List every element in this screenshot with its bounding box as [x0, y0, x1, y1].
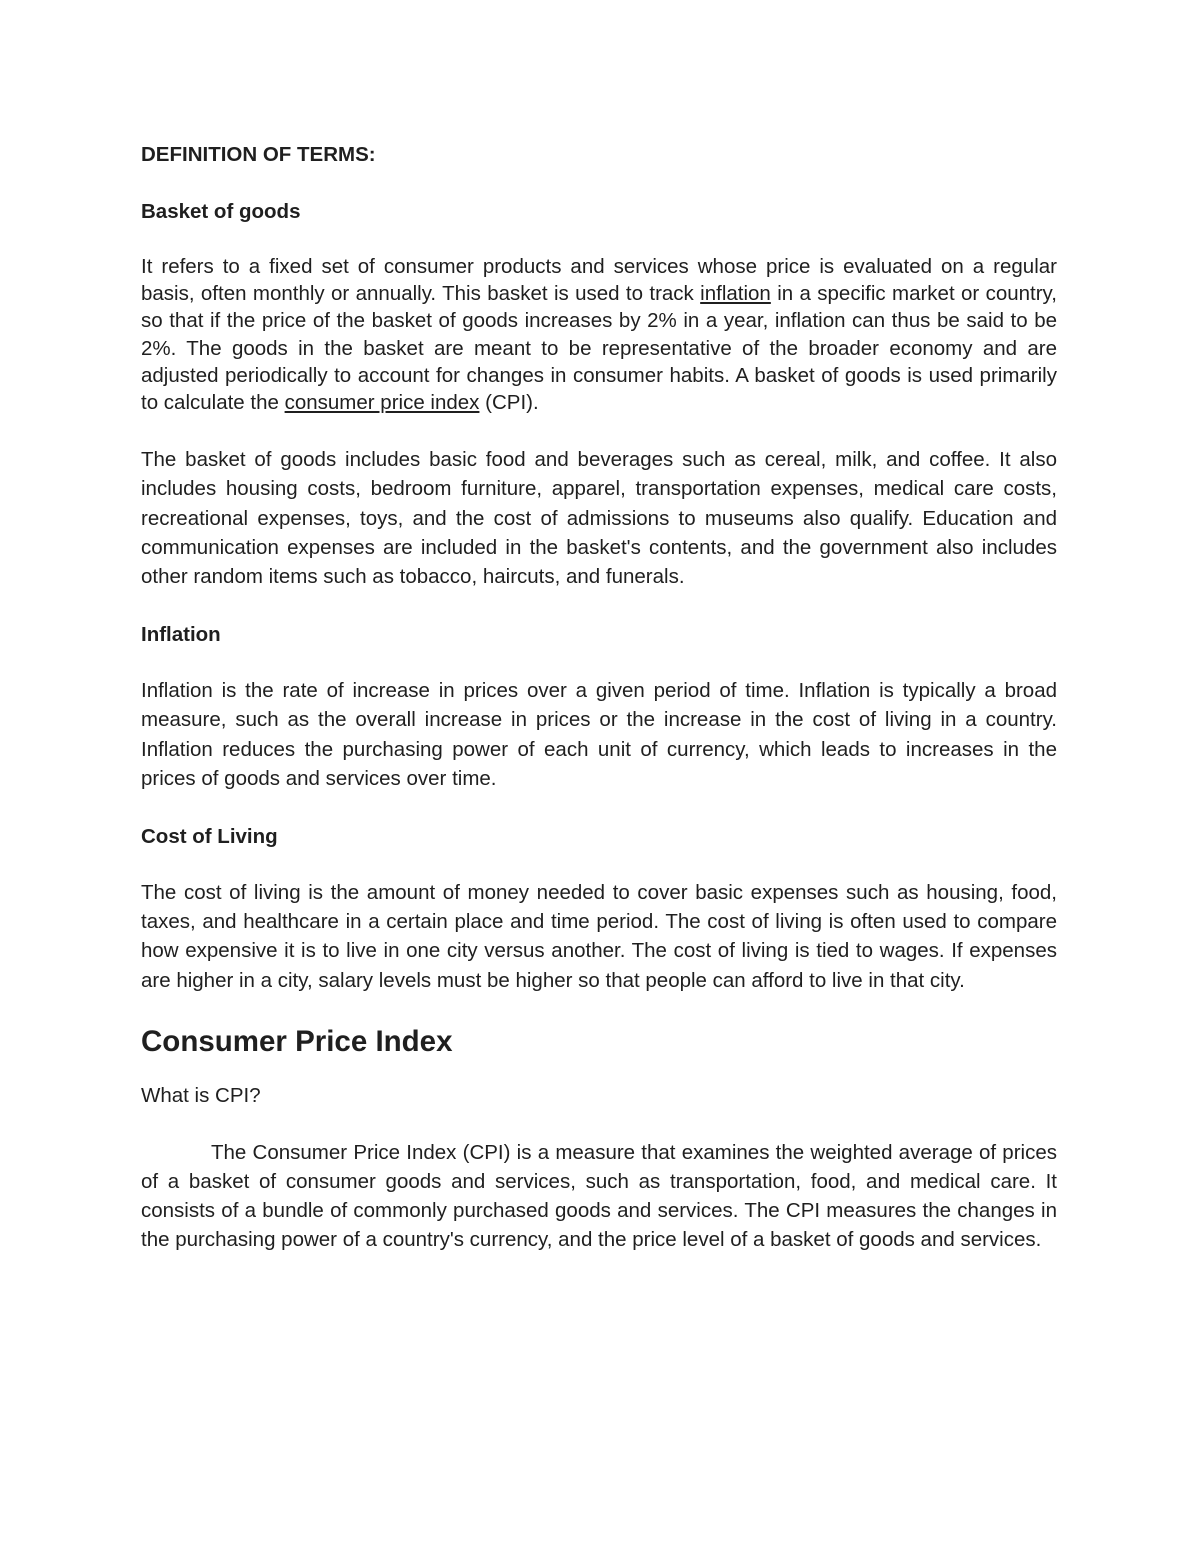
term-title-cost-of-living: Cost of Living: [141, 825, 278, 849]
basket-definition-text-a: It refers to a fixed set of consumer products and services whose price is evaluated on a regular basis, often monthly or annually. This basket is used to track: [141, 255, 1057, 306]
basket-definition-text-b: in a specific market or country, so that if the price of the basket of goods increases by 2% in a year, inflation can thus be said to be 2%. The goods in the basket are meant to be representative of the broader economy and are adjusted periodically to account for changes in consumer habits. A basket of goods is used primarily to calculate the: [141, 282, 1057, 415]
cpi-section-title: Consumer Price Index: [141, 1024, 453, 1058]
term-title-basket-of-goods: Basket of goods: [141, 200, 301, 223]
document-page: [141, 140, 1057, 1284]
inflation-link[interactable]: inflation: [700, 282, 771, 306]
basket-definition-paragraph: [141, 253, 1057, 416]
consumer-price-index-link[interactable]: consumer price index: [284, 391, 480, 415]
term-inflation: [141, 620, 1057, 793]
document-heading: DEFINITION OF TERMS:: [141, 143, 376, 166]
term-cost-of-living: [141, 822, 1057, 995]
term-title-inflation: Inflation: [141, 623, 221, 647]
cost-of-living-definition-paragraph: The cost of living is the amount of money needed to cover basic expenses such as housing, food, taxes, and healthcare in a certain place and time period. The cost of living is often used to compare how expensive it is to live in one city versus another. The cost of living is tied to wages. If expenses are higher in a city, salary levels must be higher so that people can afford to live in that city.: [141, 881, 1057, 992]
cpi-section: [141, 1024, 1057, 1255]
cpi-question: What is CPI?: [141, 1083, 261, 1107]
basket-contents-paragraph: The basket of goods includes basic food and beverages such as cereal, milk, and coffee. It also includes housing costs, bedroom furniture, apparel, transportation expenses, medical care costs, recreational expenses, toys, and the cost of admissions to museums also qualify. Education and communication expenses are included in the basket's contents, and the government also includes other random items such as tobacco, haircuts, and funerals.: [141, 448, 1057, 589]
cpi-definition-text: The Consumer Price Index (CPI) is a measure that examines the weighted average of prices of a basket of consumer goods and services, such as transportation, food, and medical care. It consists of a bundle of commonly purchased goods and services. The CPI measures the changes in the purchasing power of a country's currency, and the price level of a basket of goods and services.: [141, 1140, 1057, 1252]
basket-definition-text-c: (CPI).: [479, 391, 539, 415]
cpi-definition-paragraph: [141, 1138, 1057, 1255]
inflation-definition-paragraph: Inflation is the rate of increase in prices over a given period of time. Inflation is typically a broad measure, such as the overall increase in prices or the increase in the cost of living in a country. Inflation reduces the purchasing power of each unit of currency, which leads to increases in the prices of goods and services over time.: [141, 679, 1057, 790]
term-basket-of-goods: [141, 197, 1057, 591]
